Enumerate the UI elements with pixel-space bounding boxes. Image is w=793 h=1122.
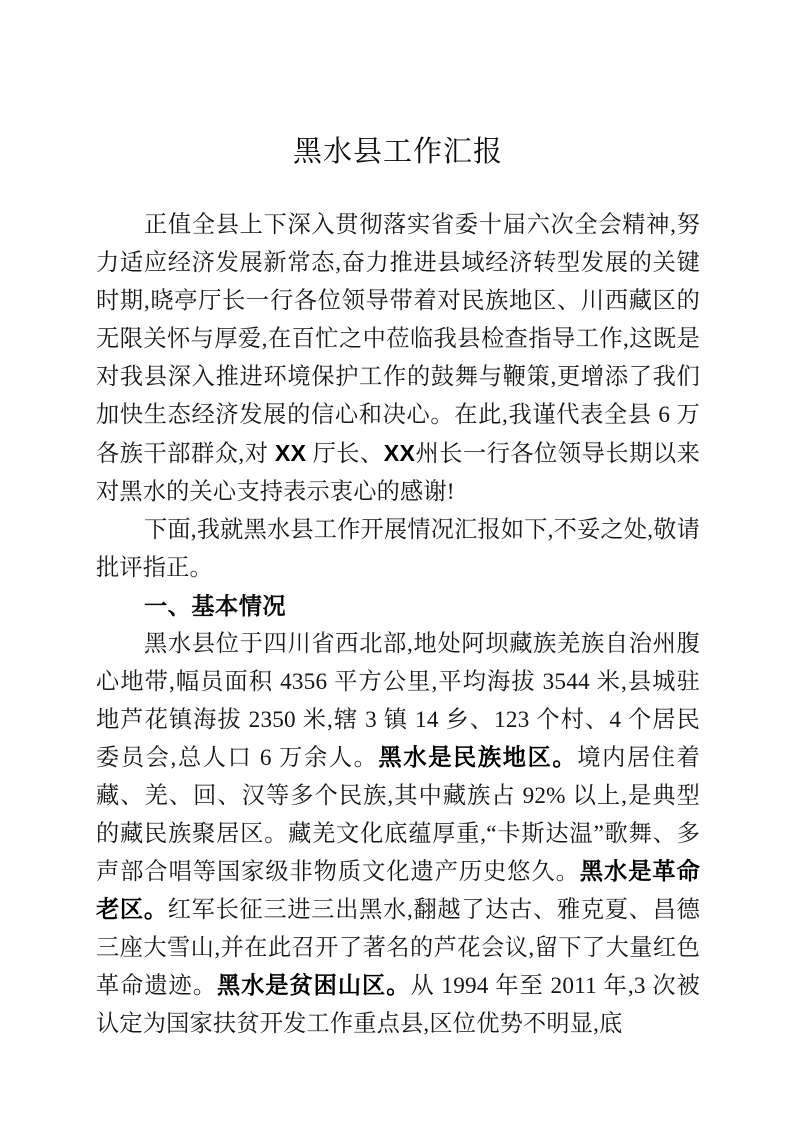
paragraph-intro-text: 下面,我就黑水县工作开展情况汇报如下,不妥之处,敬请批评指正。 [96,517,700,581]
section-heading-1-label: 一、基本情况 [144,593,287,619]
basic-situation-ethnic: 境内居住着藏、羌、回、汉等多个民族,其中藏族占 92% 以上,是典型的藏民族聚居区。藏羌文化底蕴厚重,“卡斯达温”歌舞、多声部合唱等国家级非物质文化遗产历史悠久。 [96,745,700,885]
paragraph-greeting-part3: 厅长、 [306,441,384,467]
basic-situation-revolution: 红军长征三进三出黑水,翻越了达古、雅克夏、昌德三座大雪山,并在此召开了著名的芦花会议,留下了大量红色革命遗迹。 [96,897,700,999]
paragraph-greeting-part1: 正值全县上下深入贯彻落实省委十届六次全会精神,努力适应经济发展新常态,奋力推进县域经济转型发展的关键时期,晓亭厅长一行各位领导带着对民族地区、川西藏区的无限关怀与厚爱,在百忙之中莅临我县检查指导工作,这既是对我县深入推进环境保护工作的鼓舞与鞭策,更增添了我们加快生态经济发展的信心和决心。在此,我谨代表全县 6 万各族干部群众,对 [96,212,700,467]
paragraph-basic-situation [96,625,700,1043]
basic-situation-geography: 黑水县位于四川省西北部,地处阿坝藏族羌族自治州腹心地带,幅员面积 4356 平方公里,平均海拔 3544 米,县城驻地芦花镇海拔 2350 米,辖 3 镇 14 乡、123 个村、4 个居民委员会,总人口 6 万余人。 [96,631,700,771]
redacted-name-prefect: XX [383,440,416,466]
paragraph-greeting [96,206,700,511]
page-title: 黑水县工作汇报 [292,136,503,168]
redacted-name-director: XX [274,440,307,466]
emphasis-revolutionary-base: 黑水是革命老区。 [96,859,700,923]
emphasis-poor-mountain-area: 黑水是贫困山区。 [216,973,411,999]
paragraph-greeting-part5: 州长一行各位领导长期以来对黑水的关心支持表示衷心的感谢! [96,441,700,505]
document-body [96,118,700,1043]
basic-situation-poverty: 从 1994 年至 2011 年,3 次被认定为国家扶贫开发工作重点县,区位优势不明显,底 [96,973,701,1037]
section-heading-1 [96,587,700,625]
paragraph-intro [96,511,700,587]
emphasis-ethnic-region: 黑水是民族地区。 [378,745,578,771]
